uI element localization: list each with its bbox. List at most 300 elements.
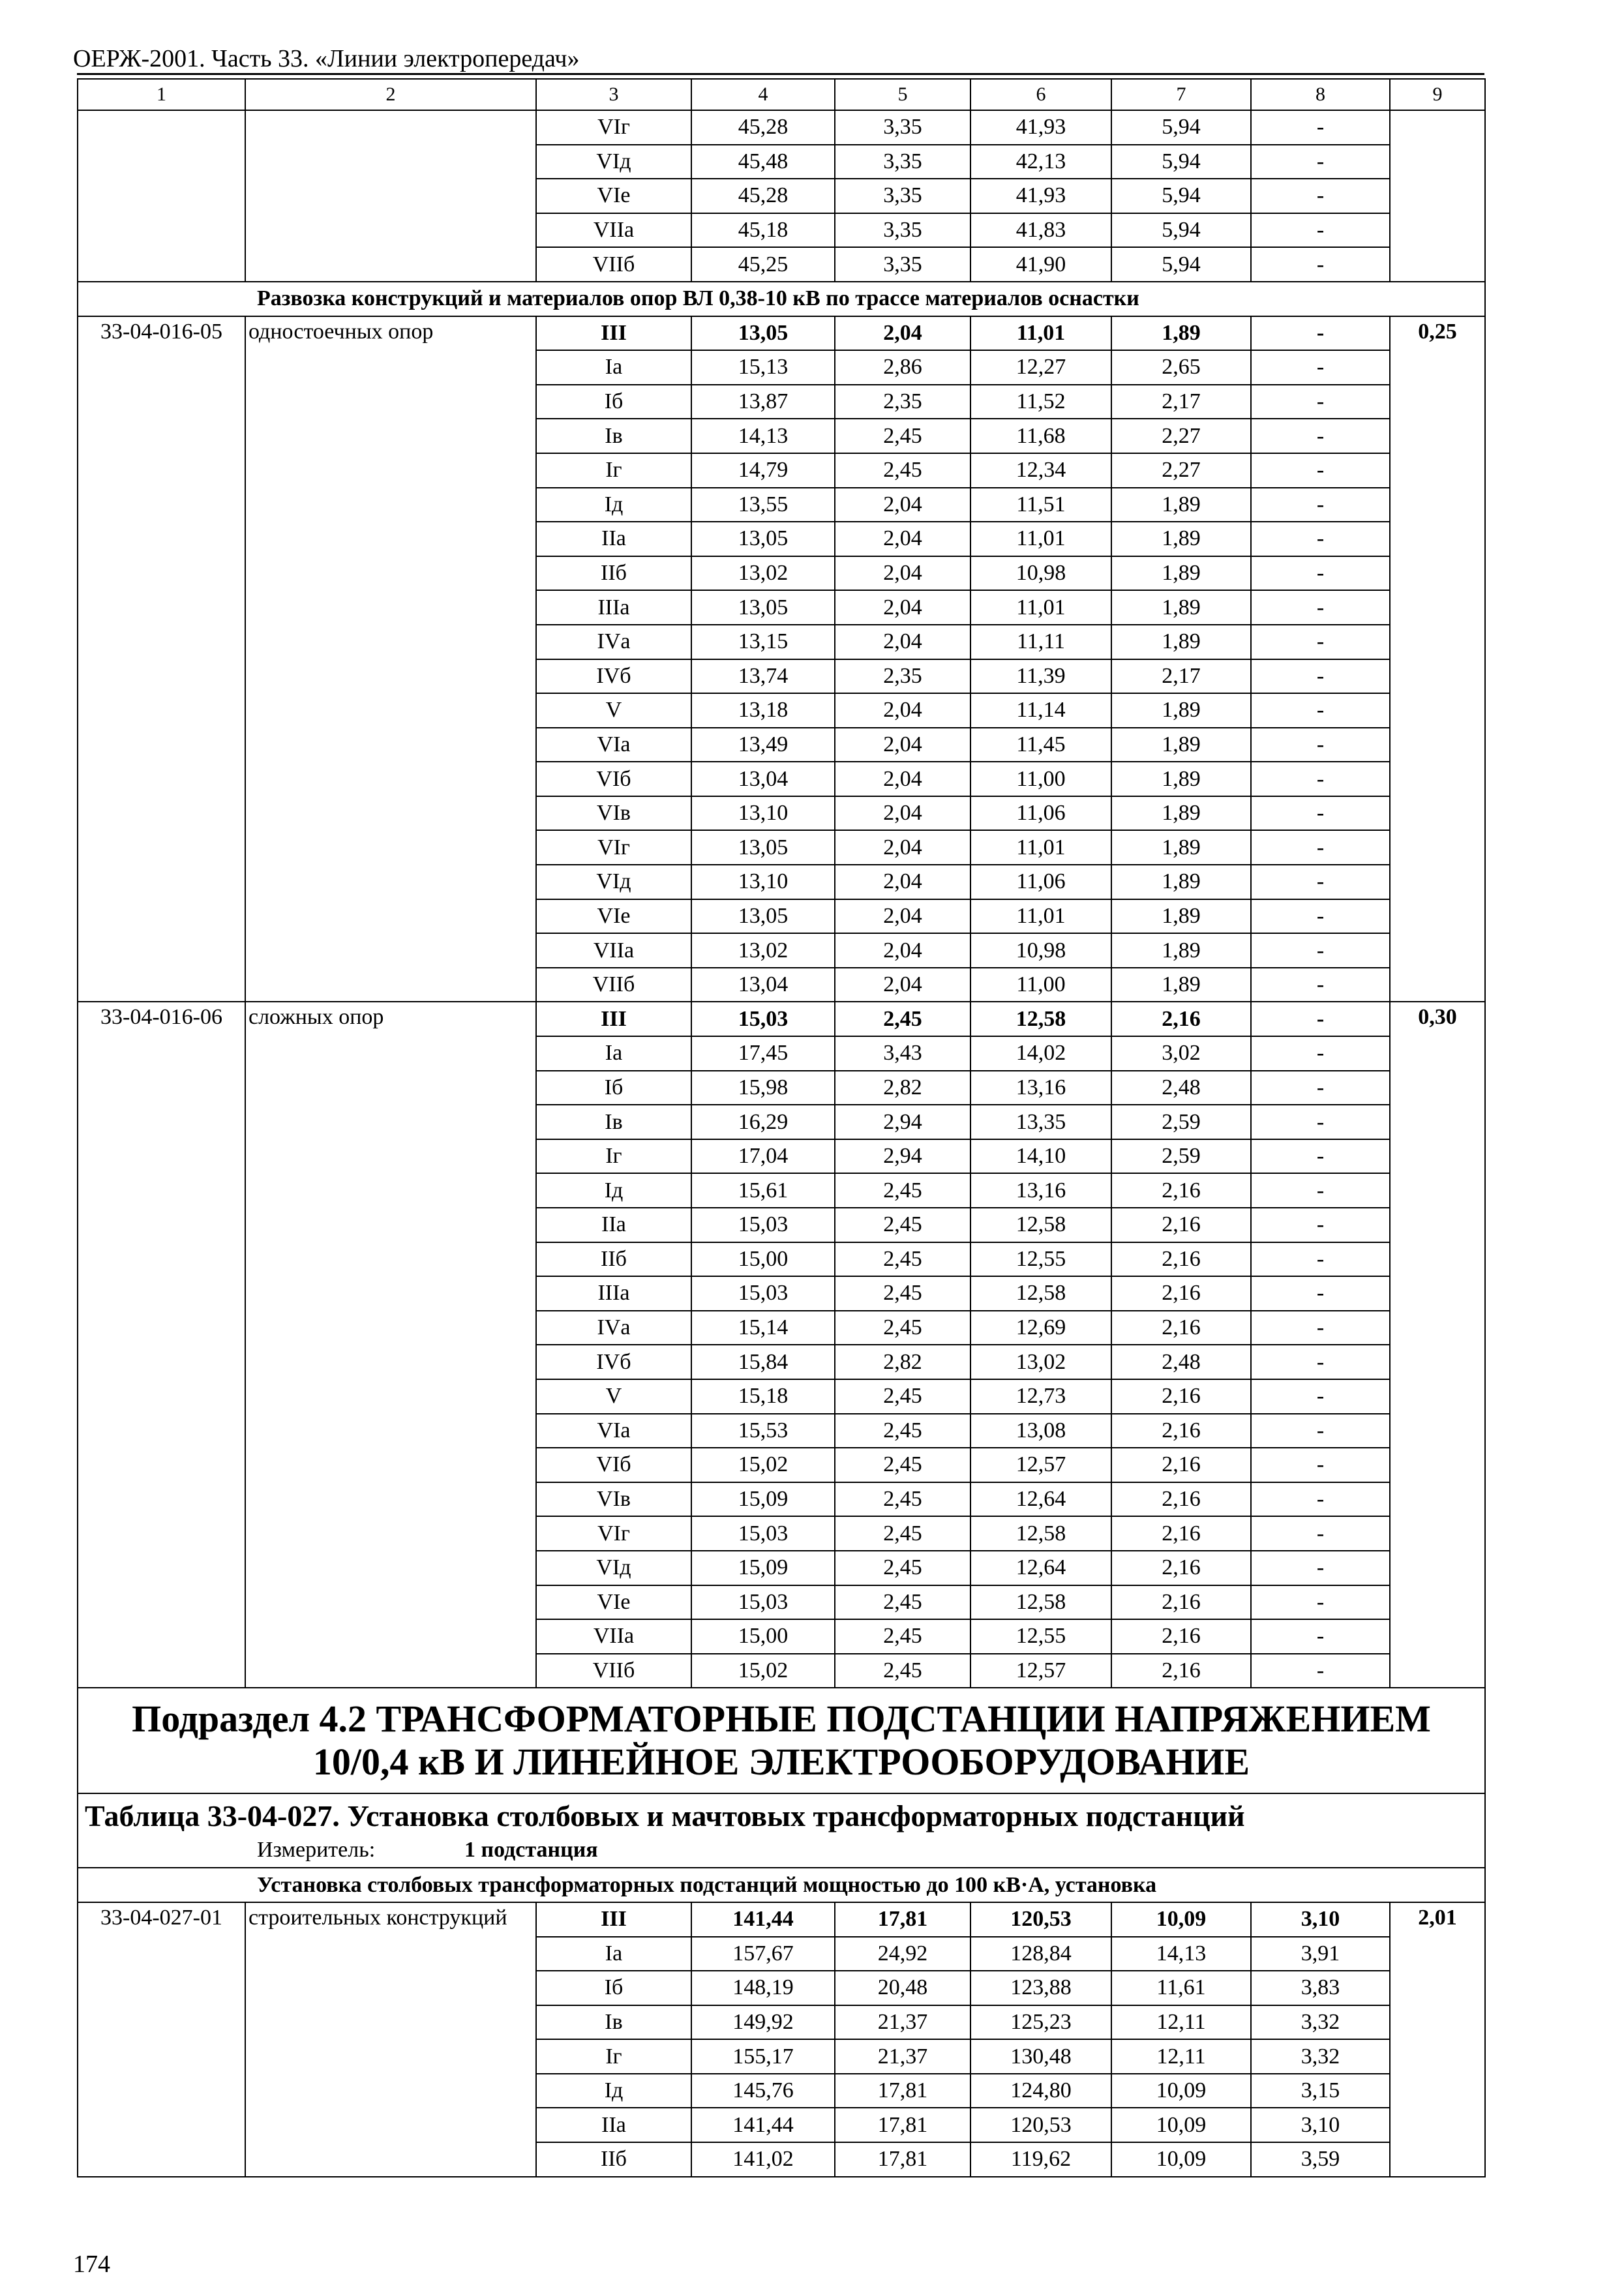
- value-cell: 13,04: [691, 762, 835, 796]
- value-cell: -: [1251, 796, 1390, 831]
- value-cell: 2,45: [835, 1208, 970, 1242]
- value-cell: 41,83: [970, 213, 1111, 248]
- value-cell: 45,28: [691, 179, 835, 213]
- zone-cell: Iг: [536, 1139, 691, 1174]
- value-cell: 13,02: [691, 933, 835, 968]
- column-number: 3: [536, 79, 691, 110]
- section-heading: Развозка конструкций и материалов опор ВЛ 0,38-10 кВ по трассе материалов оснастки: [78, 282, 1485, 316]
- value-cell: 15,09: [691, 1482, 835, 1517]
- value-cell: -: [1251, 110, 1390, 145]
- value-cell: 1,89: [1111, 625, 1251, 659]
- value-cell: 12,57: [970, 1654, 1111, 1688]
- value-cell: 16,29: [691, 1105, 835, 1139]
- value-cell: 2,45: [835, 1242, 970, 1277]
- value-cell: -: [1251, 933, 1390, 968]
- value-cell: 11,01: [970, 899, 1111, 934]
- value-cell: 15,03: [691, 1002, 835, 1036]
- value-cell: 1,89: [1111, 796, 1251, 831]
- zone-cell: VIг: [536, 1516, 691, 1551]
- value-cell: 5,94: [1111, 213, 1251, 248]
- value-cell: 15,84: [691, 1345, 835, 1379]
- value-cell: -: [1251, 145, 1390, 179]
- value-cell: 2,45: [835, 453, 970, 488]
- value-cell: 3,59: [1251, 2142, 1390, 2177]
- value-cell: 2,45: [835, 1448, 970, 1482]
- value-cell: 1,89: [1111, 968, 1251, 1002]
- value-cell: -: [1251, 522, 1390, 556]
- value-cell: 2,16: [1111, 1516, 1251, 1551]
- value-cell: 11,45: [970, 728, 1111, 762]
- value-cell: 120,53: [970, 1902, 1111, 1937]
- value-cell: 2,04: [835, 762, 970, 796]
- value-cell: 2,45: [835, 1173, 970, 1208]
- zone-cell: III: [536, 1902, 691, 1937]
- value-cell: 41,93: [970, 110, 1111, 145]
- value-cell: 2,04: [835, 316, 970, 351]
- zone-cell: III: [536, 316, 691, 351]
- value-cell: 15,02: [691, 1654, 835, 1688]
- value-cell: 15,61: [691, 1173, 835, 1208]
- value-cell: 13,55: [691, 488, 835, 522]
- value-cell: 15,03: [691, 1585, 835, 1620]
- value-cell: -: [1251, 1482, 1390, 1517]
- value-cell: 17,04: [691, 1139, 835, 1174]
- value-cell: 13,18: [691, 693, 835, 728]
- value-cell: 2,94: [835, 1139, 970, 1174]
- value-cell: 10,98: [970, 556, 1111, 591]
- zone-cell: V: [536, 693, 691, 728]
- value-cell: 2,45: [835, 1551, 970, 1585]
- zone-cell: VIIб: [536, 247, 691, 282]
- value-cell: 2,04: [835, 933, 970, 968]
- value-cell: 3,83: [1251, 1971, 1390, 2005]
- value-cell: 2,16: [1111, 1654, 1251, 1688]
- zone-cell: Iб: [536, 385, 691, 419]
- value-cell: 15,03: [691, 1516, 835, 1551]
- value-cell: 15,18: [691, 1379, 835, 1414]
- value-cell: 14,79: [691, 453, 835, 488]
- value-cell: -: [1251, 1242, 1390, 1277]
- value-cell: 1,89: [1111, 693, 1251, 728]
- value-cell: 2,94: [835, 1105, 970, 1139]
- value-cell: 2,45: [835, 1414, 970, 1448]
- value-cell: 12,27: [970, 350, 1111, 385]
- zone-cell: IIб: [536, 1242, 691, 1277]
- rate-code-cell: 33-04-027-01: [78, 1902, 245, 2177]
- value-cell: 17,81: [835, 2108, 970, 2142]
- value-cell: 3,35: [835, 213, 970, 248]
- value-cell: 2,35: [835, 659, 970, 694]
- rate-name-cell: одностоечных опор: [245, 316, 536, 1002]
- value-cell: 123,88: [970, 1971, 1111, 2005]
- value-cell: 13,05: [691, 316, 835, 351]
- subdivision-title-row: [78, 1688, 1485, 1793]
- value-cell: 2,65: [1111, 350, 1251, 385]
- zone-cell: IIIа: [536, 1276, 691, 1311]
- zone-cell: IVб: [536, 1345, 691, 1379]
- value-cell: 1,89: [1111, 522, 1251, 556]
- value-cell: 2,04: [835, 728, 970, 762]
- table-row: [78, 1902, 1485, 1937]
- value-cell: -: [1251, 1585, 1390, 1620]
- zone-cell: VIа: [536, 728, 691, 762]
- value-cell: 2,27: [1111, 453, 1251, 488]
- column-number: 2: [245, 79, 536, 110]
- value-cell: 2,16: [1111, 1208, 1251, 1242]
- value-cell: 2,16: [1111, 1002, 1251, 1036]
- zone-cell: IVб: [536, 659, 691, 694]
- value-cell: 14,13: [1111, 1937, 1251, 1971]
- zone-cell: Iа: [536, 1036, 691, 1071]
- value-cell: 3,35: [835, 179, 970, 213]
- value-cell: 13,02: [970, 1345, 1111, 1379]
- zone-cell: IVа: [536, 625, 691, 659]
- value-cell: 11,61: [1111, 1971, 1251, 2005]
- value-cell: 12,11: [1111, 2005, 1251, 2040]
- value-cell: 2,16: [1111, 1242, 1251, 1277]
- zone-cell: VIд: [536, 865, 691, 899]
- value-cell: -: [1251, 830, 1390, 865]
- value-cell: 13,35: [970, 1105, 1111, 1139]
- zone-cell: IIа: [536, 522, 691, 556]
- value-cell: 2,04: [835, 488, 970, 522]
- value-cell: -: [1251, 590, 1390, 625]
- value-cell: 17,81: [835, 2074, 970, 2108]
- value-cell: -: [1251, 1551, 1390, 1585]
- value-cell: 125,23: [970, 2005, 1111, 2040]
- column-number: 8: [1251, 79, 1390, 110]
- value-cell: -: [1251, 1276, 1390, 1311]
- zone-cell: VIб: [536, 762, 691, 796]
- zone-cell: VIв: [536, 796, 691, 831]
- value-cell: 148,19: [691, 1971, 835, 2005]
- value-cell: 42,13: [970, 145, 1111, 179]
- section-heading-row: [78, 282, 1485, 316]
- value-cell: 2,45: [835, 1654, 970, 1688]
- value-cell: 2,82: [835, 1345, 970, 1379]
- zone-cell: Iд: [536, 488, 691, 522]
- value-cell: 11,51: [970, 488, 1111, 522]
- value-cell: 2,45: [835, 1619, 970, 1654]
- value-cell: 17,81: [835, 1902, 970, 1937]
- value-cell: 2,04: [835, 865, 970, 899]
- value-cell: 11,00: [970, 968, 1111, 1002]
- value-cell: 2,86: [835, 350, 970, 385]
- value-cell: 141,02: [691, 2142, 835, 2177]
- value-cell: 2,59: [1111, 1105, 1251, 1139]
- zone-cell: VIв: [536, 1482, 691, 1517]
- value-cell: 10,09: [1111, 2074, 1251, 2108]
- value-cell: 3,43: [835, 1036, 970, 1071]
- zone-cell: VIг: [536, 110, 691, 145]
- value-cell: 12,34: [970, 453, 1111, 488]
- value-cell: -: [1251, 179, 1390, 213]
- column-number-row: [78, 79, 1485, 110]
- value-cell: -: [1251, 1345, 1390, 1379]
- value-cell: 13,10: [691, 796, 835, 831]
- value-cell: 1,89: [1111, 762, 1251, 796]
- value-cell: 141,44: [691, 1902, 835, 1937]
- value-cell: 15,00: [691, 1242, 835, 1277]
- value-cell: -: [1251, 1139, 1390, 1174]
- value-cell: 11,14: [970, 693, 1111, 728]
- value-cell: 14,10: [970, 1139, 1111, 1174]
- value-cell: 3,10: [1251, 2108, 1390, 2142]
- value-cell: 15,03: [691, 1276, 835, 1311]
- value-cell: 2,17: [1111, 659, 1251, 694]
- value-cell: 141,44: [691, 2108, 835, 2142]
- value-cell: 15,02: [691, 1448, 835, 1482]
- value-cell: 13,05: [691, 830, 835, 865]
- zone-cell: VIе: [536, 179, 691, 213]
- value-cell: 2,16: [1111, 1448, 1251, 1482]
- header-rule: [77, 73, 1484, 75]
- rate-name-cell: строительных конструкций: [245, 1902, 536, 2177]
- value-cell: 41,90: [970, 247, 1111, 282]
- zone-cell: IIб: [536, 556, 691, 591]
- value-cell: -: [1251, 488, 1390, 522]
- value-cell: 2,59: [1111, 1139, 1251, 1174]
- table-row: [78, 1002, 1485, 1036]
- value-cell: -: [1251, 453, 1390, 488]
- value-cell: 2,04: [835, 968, 970, 1002]
- value-cell: 2,45: [835, 419, 970, 453]
- value-cell: 2,17: [1111, 385, 1251, 419]
- value-cell: 12,57: [970, 1448, 1111, 1482]
- value-cell: 2,27: [1111, 419, 1251, 453]
- zone-cell: VIIа: [536, 213, 691, 248]
- zone-cell: IIб: [536, 2142, 691, 2177]
- value-cell: 13,02: [691, 556, 835, 591]
- value-cell: 13,15: [691, 625, 835, 659]
- column-number: 9: [1390, 79, 1485, 110]
- value-cell: 155,17: [691, 2039, 835, 2074]
- rate-name-cell: сложных опор: [245, 1002, 536, 1688]
- value-cell: 2,16: [1111, 1585, 1251, 1620]
- value-cell: 2,16: [1111, 1414, 1251, 1448]
- value-cell: 12,58: [970, 1276, 1111, 1311]
- zone-cell: VIе: [536, 1585, 691, 1620]
- value-cell: 11,68: [970, 419, 1111, 453]
- value-cell: 10,09: [1111, 2108, 1251, 2142]
- zone-cell: Iб: [536, 1071, 691, 1105]
- col9-cell: 0,25: [1390, 316, 1485, 1002]
- rate-code-cell: 33-04-016-06: [78, 1002, 245, 1688]
- value-cell: -: [1251, 247, 1390, 282]
- zone-cell: IVа: [536, 1311, 691, 1345]
- value-cell: -: [1251, 865, 1390, 899]
- value-cell: 2,04: [835, 830, 970, 865]
- value-cell: 15,03: [691, 1208, 835, 1242]
- value-cell: 21,37: [835, 2039, 970, 2074]
- section-heading: Установка столбовых трансформаторных подстанций мощностью до 100 кВ·А, установка: [78, 1868, 1485, 1902]
- value-cell: 12,55: [970, 1619, 1111, 1654]
- value-cell: 2,45: [835, 1585, 970, 1620]
- value-cell: 2,16: [1111, 1482, 1251, 1517]
- value-cell: 5,94: [1111, 247, 1251, 282]
- zone-cell: III: [536, 1002, 691, 1036]
- value-cell: -: [1251, 693, 1390, 728]
- value-cell: 5,94: [1111, 145, 1251, 179]
- value-cell: -: [1251, 625, 1390, 659]
- value-cell: -: [1251, 556, 1390, 591]
- zone-cell: VIIа: [536, 1619, 691, 1654]
- zone-cell: VIе: [536, 899, 691, 934]
- zone-cell: VIд: [536, 1551, 691, 1585]
- value-cell: 2,04: [835, 796, 970, 831]
- value-cell: -: [1251, 1448, 1390, 1482]
- meter-label: Измеритель:: [257, 1838, 376, 1863]
- value-cell: 10,98: [970, 933, 1111, 968]
- value-cell: 128,84: [970, 1937, 1111, 1971]
- value-cell: 13,05: [691, 899, 835, 934]
- col9-cell: 2,01: [1390, 1902, 1485, 2177]
- value-cell: 21,37: [835, 2005, 970, 2040]
- value-cell: 12,11: [1111, 2039, 1251, 2074]
- value-cell: 1,89: [1111, 316, 1251, 351]
- value-cell: 13,87: [691, 385, 835, 419]
- value-cell: 2,04: [835, 625, 970, 659]
- value-cell: 1,89: [1111, 590, 1251, 625]
- value-cell: 2,04: [835, 522, 970, 556]
- value-cell: 12,58: [970, 1516, 1111, 1551]
- value-cell: 124,80: [970, 2074, 1111, 2108]
- value-cell: 12,55: [970, 1242, 1111, 1277]
- value-cell: 2,48: [1111, 1071, 1251, 1105]
- page-number: 174: [73, 2251, 110, 2278]
- value-cell: 12,69: [970, 1311, 1111, 1345]
- value-cell: 1,89: [1111, 728, 1251, 762]
- meter-line: [85, 1836, 1478, 1864]
- value-cell: 15,13: [691, 350, 835, 385]
- table-row: [78, 110, 1485, 145]
- value-cell: 3,32: [1251, 2005, 1390, 2040]
- zone-cell: Iа: [536, 350, 691, 385]
- zone-cell: VIIб: [536, 1654, 691, 1688]
- value-cell: 2,45: [835, 1311, 970, 1345]
- column-number: 4: [691, 79, 835, 110]
- value-cell: 2,04: [835, 693, 970, 728]
- value-cell: 13,74: [691, 659, 835, 694]
- value-cell: 3,35: [835, 110, 970, 145]
- value-cell: -: [1251, 899, 1390, 934]
- value-cell: 13,08: [970, 1414, 1111, 1448]
- value-cell: 15,09: [691, 1551, 835, 1585]
- zone-cell: Iб: [536, 1971, 691, 2005]
- value-cell: 3,91: [1251, 1937, 1390, 1971]
- value-cell: 3,35: [835, 145, 970, 179]
- value-cell: 5,94: [1111, 179, 1251, 213]
- value-cell: 1,89: [1111, 556, 1251, 591]
- table-body: [78, 79, 1485, 2177]
- value-cell: 12,58: [970, 1585, 1111, 1620]
- value-cell: 145,76: [691, 2074, 835, 2108]
- value-cell: 13,16: [970, 1173, 1111, 1208]
- value-cell: 17,45: [691, 1036, 835, 1071]
- value-cell: 1,89: [1111, 830, 1251, 865]
- col9-cell: [1390, 110, 1485, 282]
- zone-cell: Iа: [536, 1937, 691, 1971]
- value-cell: 41,93: [970, 179, 1111, 213]
- page-header: ОЕРЖ-2001. Часть 33. «Линии электропередач»: [73, 45, 580, 72]
- value-cell: 119,62: [970, 2142, 1111, 2177]
- value-cell: 149,92: [691, 2005, 835, 2040]
- value-cell: 10,09: [1111, 1902, 1251, 1937]
- value-cell: -: [1251, 1379, 1390, 1414]
- zone-cell: IIа: [536, 1208, 691, 1242]
- value-cell: -: [1251, 762, 1390, 796]
- value-cell: 2,45: [835, 1379, 970, 1414]
- value-cell: 17,81: [835, 2142, 970, 2177]
- zone-cell: VIа: [536, 1414, 691, 1448]
- column-number: 6: [970, 79, 1111, 110]
- zone-cell: IIIа: [536, 590, 691, 625]
- value-cell: 14,02: [970, 1036, 1111, 1071]
- value-cell: 45,48: [691, 145, 835, 179]
- value-cell: 13,49: [691, 728, 835, 762]
- zone-cell: VIд: [536, 145, 691, 179]
- value-cell: 1,89: [1111, 488, 1251, 522]
- value-cell: 2,16: [1111, 1311, 1251, 1345]
- value-cell: 157,67: [691, 1937, 835, 1971]
- section-heading-row: [78, 1868, 1485, 1902]
- value-cell: 2,35: [835, 385, 970, 419]
- value-cell: -: [1251, 1071, 1390, 1105]
- subdivision-title: Подраздел 4.2 ТРАНСФОРМАТОРНЫЕ ПОДСТАНЦИИ НАПРЯЖЕНИЕМ 10/0,4 кВ И ЛИНЕЙНОЕ ЭЛЕКТРООБОРУДОВАНИЕ: [78, 1688, 1485, 1793]
- zone-cell: IIа: [536, 2108, 691, 2142]
- value-cell: -: [1251, 659, 1390, 694]
- value-cell: 10,09: [1111, 2142, 1251, 2177]
- zone-cell: VIб: [536, 1448, 691, 1482]
- value-cell: 1,89: [1111, 933, 1251, 968]
- col9-cell: 0,30: [1390, 1002, 1485, 1688]
- value-cell: 24,92: [835, 1937, 970, 1971]
- value-cell: 2,04: [835, 556, 970, 591]
- value-cell: 2,16: [1111, 1551, 1251, 1585]
- value-cell: -: [1251, 1105, 1390, 1139]
- value-cell: -: [1251, 728, 1390, 762]
- value-cell: -: [1251, 1654, 1390, 1688]
- value-cell: 2,45: [835, 1516, 970, 1551]
- value-cell: 11,00: [970, 762, 1111, 796]
- value-cell: 15,14: [691, 1311, 835, 1345]
- value-cell: -: [1251, 213, 1390, 248]
- column-number: 1: [78, 79, 245, 110]
- value-cell: -: [1251, 1208, 1390, 1242]
- value-cell: 13,10: [691, 865, 835, 899]
- zone-cell: Iг: [536, 2039, 691, 2074]
- value-cell: -: [1251, 419, 1390, 453]
- table-title-cell: [78, 1793, 1485, 1868]
- value-cell: 2,48: [1111, 1345, 1251, 1379]
- zone-cell: Iв: [536, 419, 691, 453]
- value-cell: 2,16: [1111, 1379, 1251, 1414]
- table-title-cell-row: [78, 1793, 1485, 1868]
- value-cell: 11,11: [970, 625, 1111, 659]
- value-cell: -: [1251, 1173, 1390, 1208]
- value-cell: 11,06: [970, 865, 1111, 899]
- value-cell: -: [1251, 1516, 1390, 1551]
- value-cell: 14,13: [691, 419, 835, 453]
- value-cell: -: [1251, 968, 1390, 1002]
- value-cell: 12,58: [970, 1002, 1111, 1036]
- value-cell: -: [1251, 350, 1390, 385]
- value-cell: 3,02: [1111, 1036, 1251, 1071]
- value-cell: 1,89: [1111, 865, 1251, 899]
- value-cell: 2,45: [835, 1002, 970, 1036]
- value-cell: 3,32: [1251, 2039, 1390, 2074]
- value-cell: -: [1251, 385, 1390, 419]
